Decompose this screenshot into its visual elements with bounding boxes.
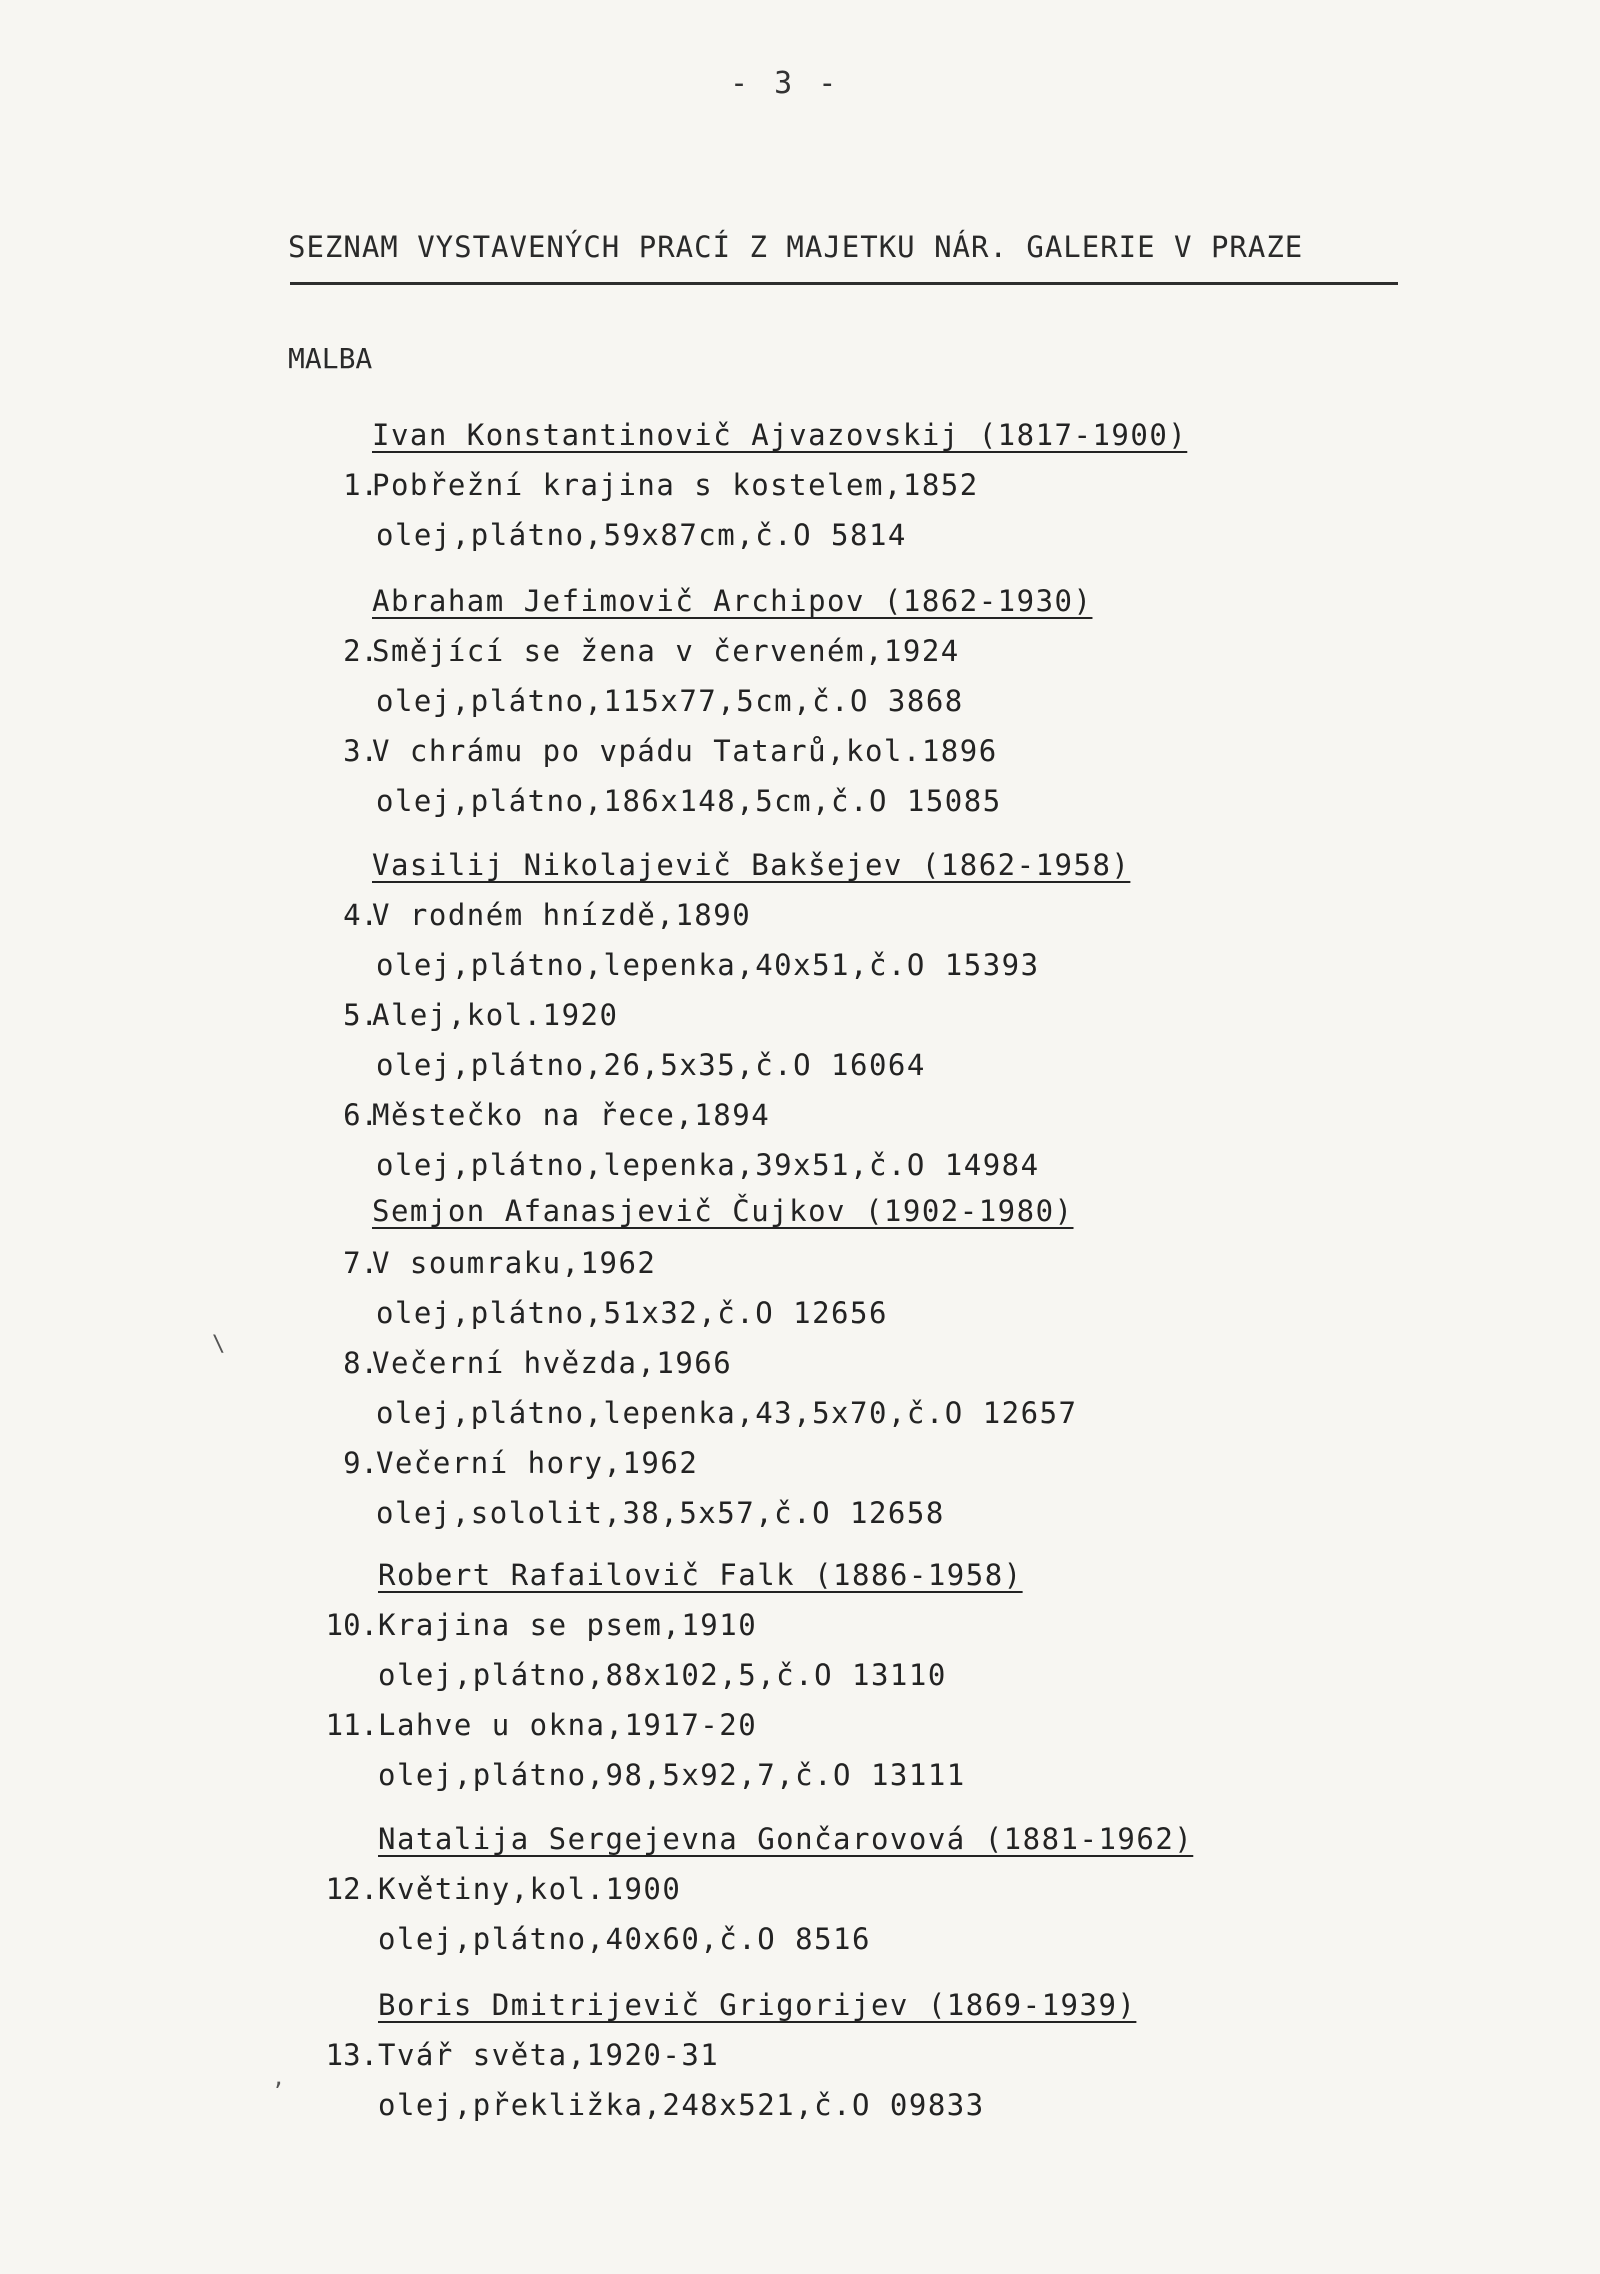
work-title: V chrámu po vpádu Tatarů,kol.1896 [372, 734, 998, 768]
work-details: olej,sololit,38,5x57,č.O 12658 [376, 1496, 945, 1530]
title-underline [290, 282, 1398, 285]
work-title: Pobřežní krajina s kostelem,1852 [372, 468, 979, 502]
work-title: Alej,kol.1920 [372, 998, 619, 1032]
work-number: 7. [343, 1246, 378, 1280]
work-details: olej,plátno,lepenka,39x51,č.O 14984 [376, 1148, 1040, 1182]
artist-name: Ivan Konstantinovič Ajvazovskij (1817-1900) [372, 418, 1188, 452]
stray-mark: , [272, 2066, 286, 2091]
work-title: Lahve u okna,1917-20 [378, 1708, 758, 1742]
work-title: Tvář světa,1920-31 [378, 2038, 720, 2072]
work-details: olej,překližka,248x521,č.O 09833 [378, 2088, 985, 2122]
artist-name: Robert Rafailovič Falk (1886-1958) [378, 1558, 1023, 1592]
artist-name: Abraham Jefimovič Archipov (1862-1930) [372, 584, 1093, 618]
work-number: 9. [343, 1446, 378, 1480]
work-title: Smějící se žena v červeném,1924 [372, 634, 960, 668]
work-details: olej,plátno,88x102,5,č.O 13110 [378, 1658, 947, 1692]
work-title: Večerní hvězda,1966 [372, 1346, 733, 1380]
work-details: olej,plátno,186x148,5cm,č.O 15085 [376, 784, 1002, 818]
work-number: 6. [343, 1098, 378, 1132]
work-details: olej,plátno,26,5x35,č.O 16064 [376, 1048, 926, 1082]
work-details: olej,plátno,51x32,č.O 12656 [376, 1296, 888, 1330]
work-number: 2. [343, 634, 378, 668]
work-title: V soumraku,1962 [372, 1246, 657, 1280]
work-number: 13. [325, 2038, 378, 2072]
work-details: olej,plátno,lepenka,40x51,č.O 15393 [376, 948, 1040, 982]
work-number: 8. [343, 1346, 378, 1380]
work-number: 12. [325, 1872, 378, 1906]
page-number: - 3 - [730, 66, 841, 101]
artist-name: Boris Dmitrijevič Grigorijev (1869-1939) [378, 1988, 1137, 2022]
artist-name: Vasilij Nikolajevič Bakšejev (1862-1958) [372, 848, 1131, 882]
work-title: V rodném hnízdě,1890 [372, 898, 752, 932]
work-details: olej,plátno,59x87cm,č.O 5814 [376, 518, 907, 552]
work-details: olej,plátno,115x77,5cm,č.O 3868 [376, 684, 964, 718]
work-number: 4. [343, 898, 378, 932]
work-title: Krajina se psem,1910 [378, 1608, 758, 1642]
work-number: 11. [325, 1708, 378, 1742]
artist-name: Semjon Afanasjevič Čujkov (1902-1980) [372, 1194, 1074, 1228]
stray-mark: \ [212, 1332, 226, 1357]
work-number: 1. [343, 468, 378, 502]
work-number: 3. [343, 734, 378, 768]
work-title: Květiny,kol.1900 [378, 1872, 682, 1906]
work-number: 10. [325, 1608, 378, 1642]
section-heading: MALBA [288, 342, 373, 375]
work-details: olej,plátno,98,5x92,7,č.O 13111 [378, 1758, 966, 1792]
work-number: 5. [343, 998, 378, 1032]
work-details: olej,plátno,40x60,č.O 8516 [378, 1922, 871, 1956]
work-title: Městečko na řece,1894 [372, 1098, 771, 1132]
artist-name: Natalija Sergejevna Gončarovová (1881-1962) [378, 1822, 1194, 1856]
page-title: SEZNAM VYSTAVENÝCH PRACÍ Z MAJETKU NÁR. GALERIE V PRAZE [288, 230, 1304, 264]
work-details: olej,plátno,lepenka,43,5x70,č.O 12657 [376, 1396, 1078, 1430]
work-title: Večerní hory,1962 [376, 1446, 699, 1480]
